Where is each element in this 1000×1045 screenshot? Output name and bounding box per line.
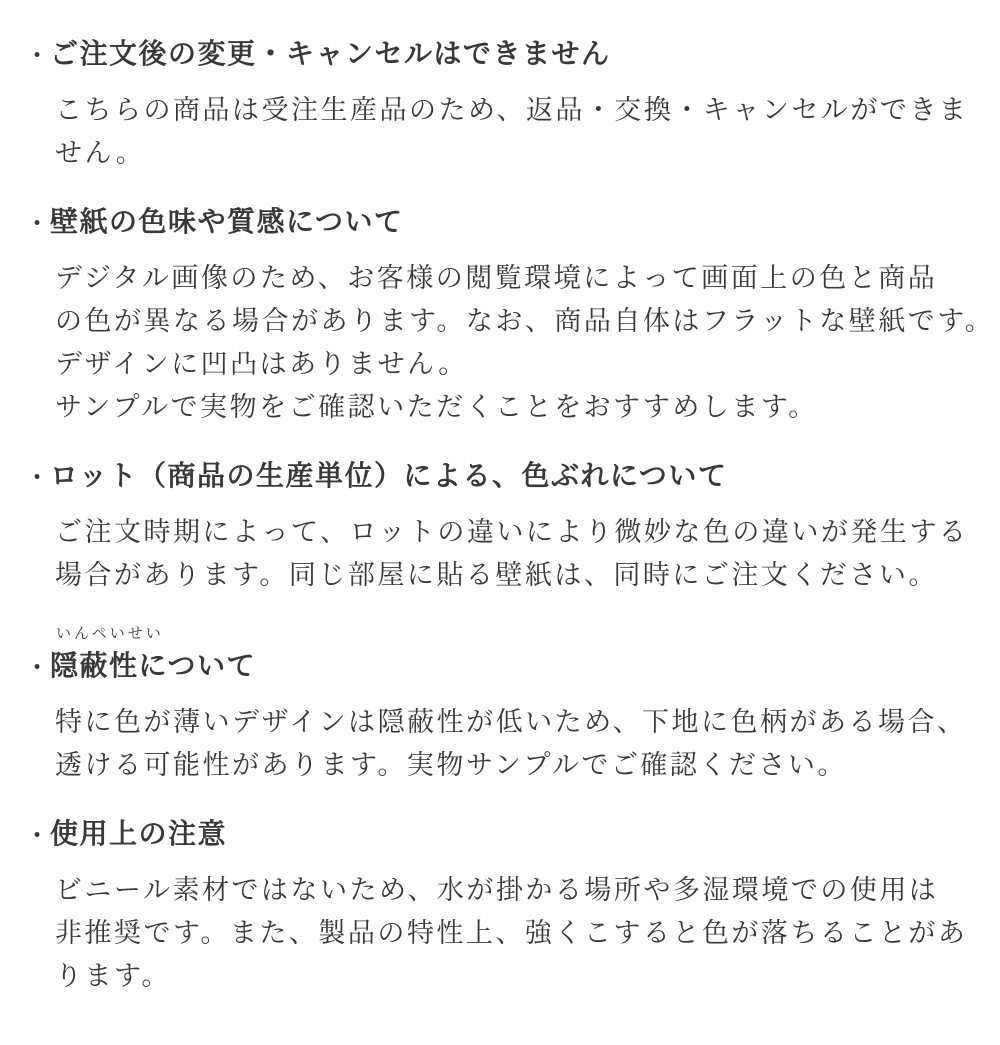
body-line: サンプルで実物をご確認いただくことをおすすめします。 [55, 392, 818, 422]
section-body [55, 89, 982, 175]
furigana-label: いんぺいせい [56, 625, 164, 642]
bullet-icon: ・ [26, 823, 50, 848]
section-heading-row [26, 202, 982, 244]
body-line: こちらの商品は受注生産品のため、返品・交換・キャンセルができま [55, 95, 969, 125]
section-order-cancel [26, 34, 982, 175]
body-line: デジタル画像のため、お客様の閲覧環境によって画面上の色と商品 [55, 263, 938, 293]
section-heading: 使用上の注意 [50, 818, 228, 849]
body-line: ります。 [55, 961, 171, 991]
section-heading-row [26, 34, 982, 76]
section-body [55, 701, 982, 787]
section-color-texture [26, 202, 995, 429]
body-line: 透ける可能性があります。実物サンプルでご確認ください。 [55, 750, 847, 780]
section-heading-row [26, 814, 982, 856]
section-body [55, 257, 995, 429]
body-line: 特に色が薄いデザインは隠蔽性が低いため、下地に色柄がある場合、 [55, 707, 967, 737]
section-heading: ロット（商品の生産単位）による、色ぶれについて [50, 460, 728, 491]
section-heading: ご注文後の変更・キャンセルはできません [50, 38, 611, 69]
bullet-icon: ・ [26, 465, 50, 490]
body-line: 場合があります。同じ部屋に貼る壁紙は、同時にご注文ください。 [55, 560, 938, 590]
section-heading-row [26, 456, 982, 498]
body-line: せん。 [55, 138, 146, 168]
body-line: デザインに凹凸はありません。 [55, 349, 468, 379]
section-heading: 壁紙の色味や質感について [50, 206, 404, 237]
body-line: 非推奨です。また、製品の特性上、強くこすると色が落ちることがあ [55, 918, 968, 948]
section-body [55, 511, 982, 597]
body-line: の色が異なる場合があります。なお、商品自体はフラットな壁紙です。 [55, 306, 995, 336]
section-heading: 隠蔽性について [50, 650, 256, 681]
body-line: ビニール素材ではないため、水が掛かる場所や多湿環境での使用は [55, 875, 939, 905]
bullet-icon: ・ [26, 43, 50, 68]
body-line: ご注文時期によって、ロットの違いにより微妙な色の違いが発生する [55, 517, 969, 547]
section-opacity [26, 624, 982, 787]
bullet-icon: ・ [26, 211, 50, 236]
section-heading-row [26, 646, 982, 688]
section-body [55, 869, 982, 998]
section-lot-color-variation [26, 456, 982, 597]
bullet-icon: ・ [26, 655, 50, 680]
section-usage-caution [26, 814, 982, 998]
